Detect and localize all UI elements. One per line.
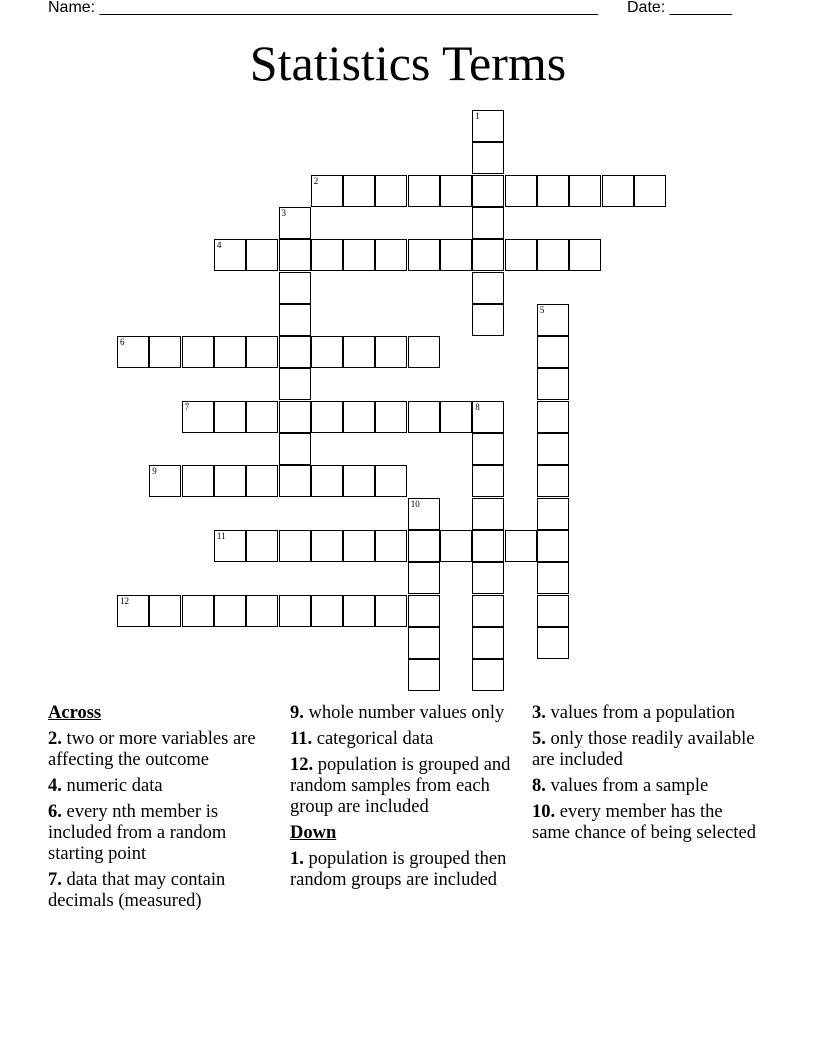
grid-cell[interactable] <box>408 175 440 207</box>
clue-number-label: 10. <box>532 802 556 822</box>
clue-list <box>48 729 280 912</box>
clue-list <box>290 703 522 818</box>
grid-cell[interactable] <box>279 336 311 368</box>
clue-text: categorical data <box>312 729 434 749</box>
clue <box>290 755 522 818</box>
grid-cell[interactable] <box>246 239 278 271</box>
clues-column-1 <box>48 703 280 917</box>
grid-cell[interactable] <box>537 498 569 530</box>
grid-cell[interactable] <box>440 175 472 207</box>
grid-cell[interactable] <box>343 336 375 368</box>
grid-cell[interactable] <box>472 433 504 465</box>
grid-cell[interactable] <box>214 239 246 271</box>
clue-number-label: 4. <box>48 776 62 796</box>
clue-text: numeric data <box>61 776 163 796</box>
grid-cell[interactable] <box>472 562 504 594</box>
grid-cell[interactable] <box>505 175 537 207</box>
grid-cell[interactable] <box>214 336 246 368</box>
grid-cell[interactable] <box>279 304 311 336</box>
grid-cell[interactable] <box>149 595 181 627</box>
grid-cell[interactable] <box>537 627 569 659</box>
clue <box>48 870 280 912</box>
clue-number: 8 <box>475 401 480 412</box>
clue-number: 4 <box>216 240 222 251</box>
clue <box>290 729 522 750</box>
grid-cell[interactable] <box>279 433 311 465</box>
clue-number-label: 9. <box>290 703 304 723</box>
clue <box>532 776 764 797</box>
grid-cell[interactable] <box>408 595 440 627</box>
grid-cell[interactable] <box>279 239 311 271</box>
grid-cell[interactable] <box>472 239 504 271</box>
grid-cell[interactable] <box>408 401 440 433</box>
clue-number: 9 <box>152 466 157 477</box>
grid-cell[interactable] <box>214 530 246 562</box>
clue-text: values from a population <box>545 703 735 723</box>
clue <box>532 729 764 771</box>
clue-number-label: 1. <box>290 849 304 869</box>
clue-number: 1 <box>475 111 480 121</box>
grid-cell[interactable] <box>537 175 569 207</box>
grid-cell[interactable] <box>472 175 504 207</box>
clue <box>290 849 522 891</box>
clue-number: 11 <box>216 530 226 541</box>
grid-cell[interactable] <box>472 304 504 336</box>
grid-cell[interactable] <box>343 401 375 433</box>
grid-cell[interactable] <box>537 304 569 336</box>
clue <box>290 703 522 724</box>
grid-cell[interactable] <box>440 530 472 562</box>
grid-cell[interactable] <box>375 239 407 271</box>
grid-cell[interactable] <box>117 336 149 368</box>
name-line: Name: ________________________________________________________ <box>48 0 598 16</box>
clue-text: population is grouped and random samples from each group are included <box>290 755 511 817</box>
grid-cell[interactable] <box>375 595 407 627</box>
grid-cell[interactable] <box>472 110 504 142</box>
grid-cell[interactable] <box>246 336 278 368</box>
grid-cell[interactable] <box>311 595 343 627</box>
grid-cell[interactable] <box>246 530 278 562</box>
grid-cell[interactable] <box>537 530 569 562</box>
clue-number: 7 <box>184 401 190 412</box>
grid-cell[interactable] <box>408 336 440 368</box>
grid-cell[interactable] <box>279 465 311 497</box>
clue <box>48 729 280 771</box>
grid-cell[interactable] <box>537 465 569 497</box>
grid-cell[interactable] <box>505 530 537 562</box>
clue-number-label: 11. <box>290 729 313 749</box>
grid-cell[interactable] <box>602 175 634 207</box>
grid-cell[interactable] <box>117 595 149 627</box>
grid-cell[interactable] <box>311 239 343 271</box>
clue-number-label: 2. <box>48 729 62 749</box>
grid-cell[interactable] <box>311 401 343 433</box>
grid-cell[interactable] <box>182 401 214 433</box>
clue-number: 3 <box>281 207 286 218</box>
grid-cell[interactable] <box>279 530 311 562</box>
grid-cell[interactable] <box>182 336 214 368</box>
grid-cell[interactable] <box>440 239 472 271</box>
down-heading: Down <box>290 823 337 843</box>
grid-cell[interactable] <box>149 465 181 497</box>
clue <box>532 703 764 724</box>
grid-cell[interactable] <box>537 239 569 271</box>
grid-cell[interactable] <box>569 239 601 271</box>
grid-cell[interactable] <box>279 272 311 304</box>
clue-text: every member has the same chance of being selected <box>532 802 756 843</box>
clue-number-label: 3. <box>532 703 546 723</box>
grid-cell[interactable] <box>440 401 472 433</box>
clue-text: values from a sample <box>545 776 709 796</box>
grid-cell[interactable] <box>408 239 440 271</box>
clue-number-label: 7. <box>48 870 62 890</box>
grid-cell[interactable] <box>472 207 504 239</box>
clue-text: whole number values only <box>303 703 505 723</box>
grid-cell[interactable] <box>408 498 440 530</box>
clues-column-2 <box>290 703 522 896</box>
clue <box>48 802 280 865</box>
grid-cell[interactable] <box>246 595 278 627</box>
grid-cell[interactable] <box>634 175 666 207</box>
grid-cell[interactable] <box>311 465 343 497</box>
clue-number-label: 8. <box>532 776 546 796</box>
grid-cell[interactable] <box>311 175 343 207</box>
grid-cell[interactable] <box>537 562 569 594</box>
clue <box>48 776 280 797</box>
clue-number: 6 <box>120 337 125 348</box>
grid-cell[interactable] <box>214 401 246 433</box>
grid-cell[interactable] <box>375 401 407 433</box>
grid-cell[interactable] <box>537 433 569 465</box>
grid-cell[interactable] <box>472 498 504 530</box>
grid-cell[interactable] <box>537 595 569 627</box>
grid-cell[interactable] <box>279 401 311 433</box>
clue-text: population is grouped then random groups are included <box>290 849 507 890</box>
grid-cell[interactable] <box>279 368 311 400</box>
grid-cell[interactable] <box>537 368 569 400</box>
grid-cell[interactable] <box>311 530 343 562</box>
grid-cell[interactable] <box>375 336 407 368</box>
clue-number-label: 12. <box>290 755 314 775</box>
clue-number: 2 <box>313 175 319 186</box>
clue-list <box>290 849 522 891</box>
grid-cell[interactable] <box>505 239 537 271</box>
grid-cell[interactable] <box>472 627 504 659</box>
grid-cell[interactable] <box>472 659 504 691</box>
grid-cell[interactable] <box>311 336 343 368</box>
grid-cell[interactable] <box>472 595 504 627</box>
grid-cell[interactable] <box>214 595 246 627</box>
clue-number-label: 5. <box>532 729 546 749</box>
grid-cell[interactable] <box>279 207 311 239</box>
grid-cell[interactable] <box>537 336 569 368</box>
grid-cell[interactable] <box>472 142 504 174</box>
across-heading: Across <box>48 703 102 723</box>
clues-column-3 <box>532 703 764 849</box>
clue <box>532 802 764 844</box>
grid-cell[interactable] <box>279 595 311 627</box>
clue-text: data that may contain decimals (measured) <box>48 870 226 911</box>
date-line: Date: _______ <box>627 0 732 16</box>
grid-cell[interactable] <box>537 401 569 433</box>
puzzle-title: Statistics Terms <box>249 35 567 91</box>
grid-cell[interactable] <box>182 595 214 627</box>
grid-cell[interactable] <box>149 336 181 368</box>
clue-number-label: 6. <box>48 802 62 822</box>
grid-cell[interactable] <box>569 175 601 207</box>
grid-cell[interactable] <box>343 239 375 271</box>
grid-cell[interactable] <box>343 465 375 497</box>
grid-cell[interactable] <box>408 659 440 691</box>
grid-cell[interactable] <box>214 465 246 497</box>
clue-number: 5 <box>539 304 545 315</box>
grid-cell[interactable] <box>408 627 440 659</box>
grid-cell[interactable] <box>472 530 504 562</box>
grid-cell[interactable] <box>472 272 504 304</box>
grid-cell[interactable] <box>246 465 278 497</box>
clue-number: 10 <box>410 498 420 509</box>
grid-cell[interactable] <box>343 595 375 627</box>
clue-text: two or more variables are affecting the outcome <box>48 729 256 770</box>
grid-cell[interactable] <box>343 175 375 207</box>
grid-cell[interactable] <box>182 465 214 497</box>
grid-cell[interactable] <box>246 401 278 433</box>
clue-text: every nth member is included from a random starting point <box>48 802 227 864</box>
grid-cell[interactable] <box>375 465 407 497</box>
grid-cell[interactable] <box>343 530 375 562</box>
grid-cell[interactable] <box>375 530 407 562</box>
grid-cell[interactable] <box>472 401 504 433</box>
clue-text: only those readily available are included <box>532 729 755 770</box>
grid-cell[interactable] <box>408 562 440 594</box>
clue-list <box>532 703 764 844</box>
grid-cell[interactable] <box>375 175 407 207</box>
grid-cell[interactable] <box>408 530 440 562</box>
grid-cell[interactable] <box>472 465 504 497</box>
clue-number: 12 <box>120 595 129 606</box>
